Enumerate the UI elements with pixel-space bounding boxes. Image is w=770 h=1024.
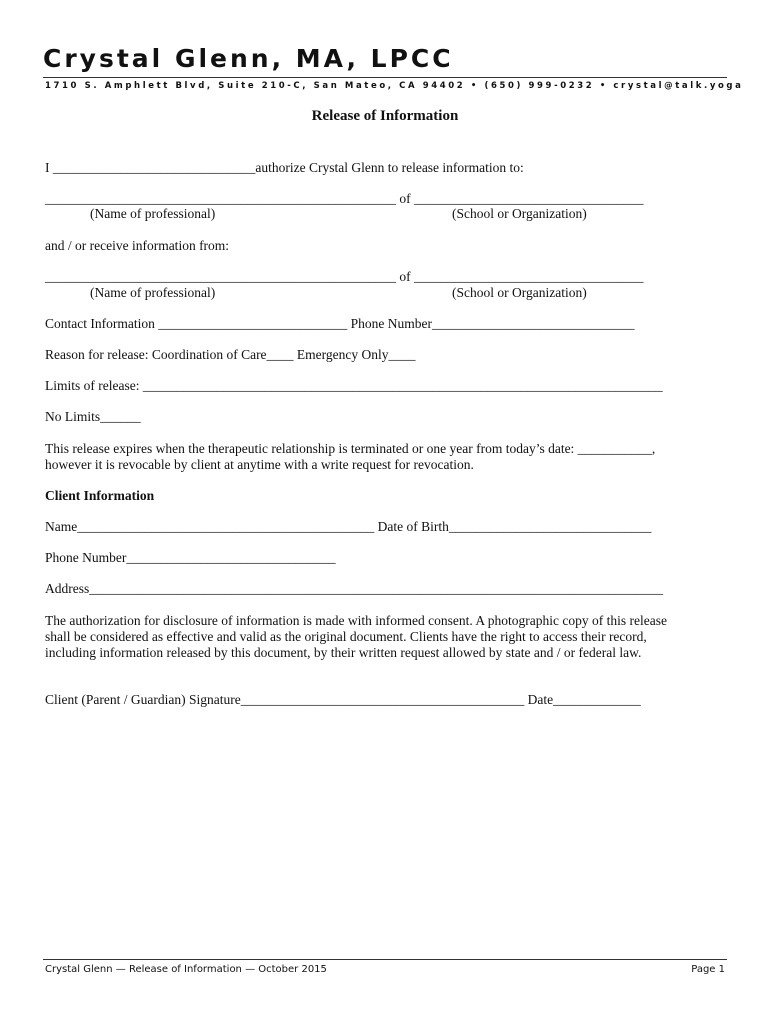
receive-from-org-label: (School or Organization) — [452, 285, 587, 300]
expiry-paragraph: This release expires when the therapeutic relationship is terminated or one year from today’s date: ___________, however it is revocable by client at anytime with a write request for revocation. — [45, 441, 656, 472]
receive-from-line[interactable]: ____________________________________________________ of __________________________________ — [45, 269, 644, 284]
signature-line[interactable]: Client (Parent / Guardian) Signature__________________________________________ Date_____________ — [45, 692, 641, 707]
consent-paragraph: The authorization for disclosure of information is made with informed consent. A photographic copy of this release shall be considered as effective and valid as the original document. Clients have the right to access their record, including information released by this document, by their written request allowed by state and / or federal law. — [45, 613, 667, 660]
header-divider — [43, 77, 727, 78]
footer-divider — [43, 959, 727, 960]
no-limits-line[interactable]: No Limits______ — [45, 409, 141, 424]
document-title: Release of Information — [311, 108, 459, 124]
contact-information-line[interactable]: Contact Information ____________________________ Phone Number______________________________ — [45, 316, 635, 331]
limits-of-release-line[interactable]: Limits of release: _____________________________________________________________________________ — [45, 378, 663, 393]
release-to-name-label: (Name of professional) — [90, 206, 216, 221]
release-to-line[interactable]: ____________________________________________________ of __________________________________ — [45, 191, 644, 206]
reason-for-release-line[interactable]: Reason for release: Coordination of Care____ Emergency Only____ — [45, 347, 416, 362]
name-dob-line[interactable]: Name____________________________________________ Date of Birth______________________________ — [45, 519, 652, 534]
footer-document-info: Crystal Glenn — Release of Information — October 2015 — [45, 964, 327, 975]
receive-from-name-label: (Name of professional) — [90, 285, 216, 300]
receive-from-heading: and / or receive information from: — [45, 238, 230, 253]
release-to-org-label: (School or Organization) — [452, 206, 587, 221]
footer-page-number: Page 1 — [691, 964, 725, 975]
phone-number-line[interactable]: Phone Number_______________________________ — [45, 550, 336, 565]
address-line[interactable]: Address_____________________________________________________________________________________ — [45, 581, 663, 596]
practitioner-name: Crystal Glenn, MA, LPCC — [43, 44, 454, 73]
authorize-line[interactable]: I ______________________________authorize Crystal Glenn to release information to: — [45, 160, 524, 175]
practitioner-address: 1710 S. Amphlett Blvd, Suite 210-C, San Mateo, CA 94402 • (650) 999-0232 • crystal@talk.yoga — [45, 81, 744, 91]
client-information-heading: Client Information — [45, 488, 155, 503]
